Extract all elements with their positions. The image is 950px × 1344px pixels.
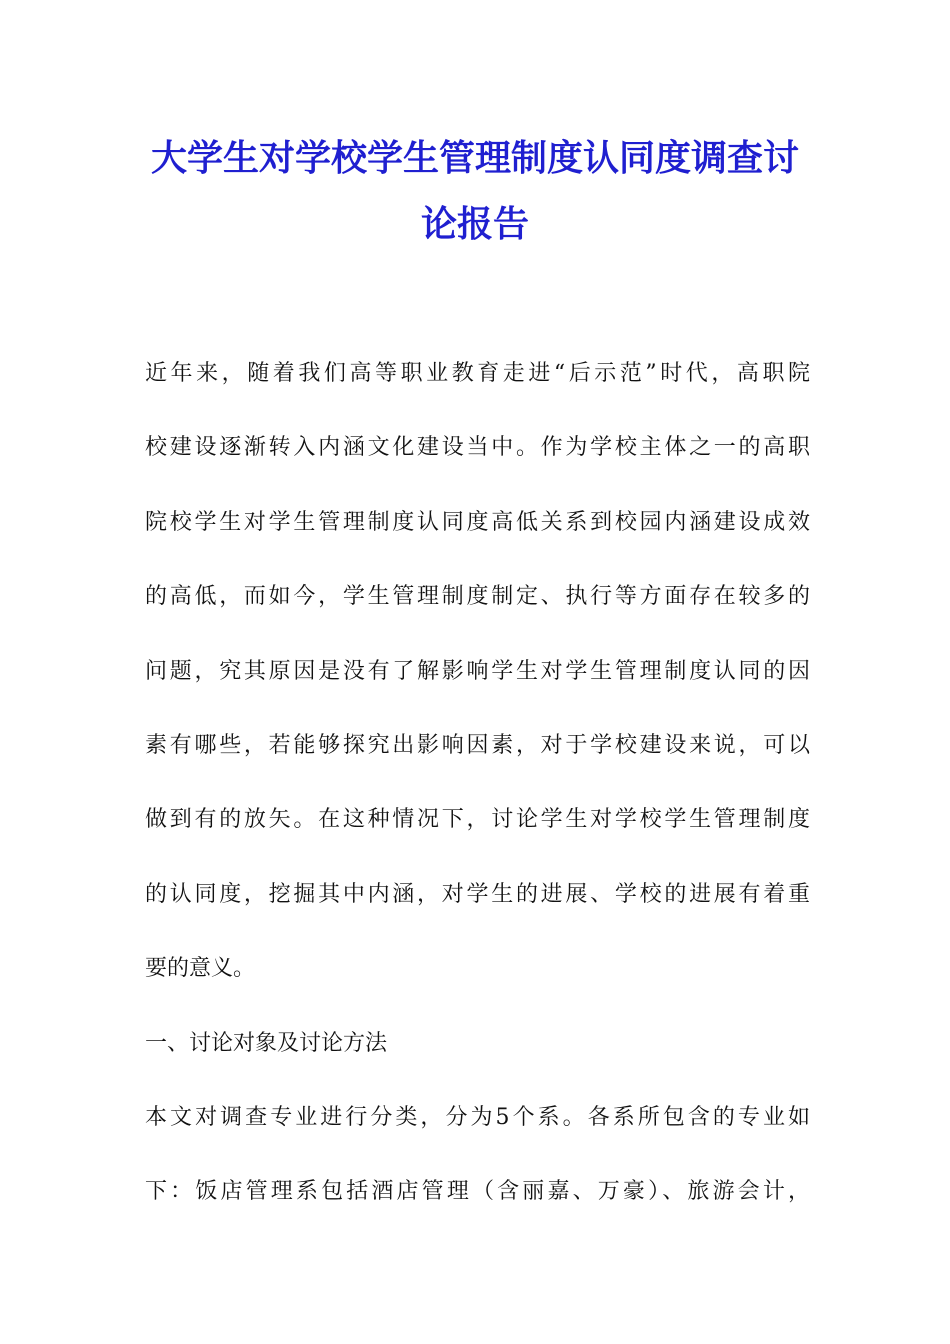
- body-line: 素有哪些，若能够探究出影响因素，对于学校建设来说，可以: [145, 732, 810, 758]
- body-line: 本文对调查专业进行分类，分为5个系。各系所包含的专业如: [145, 1104, 810, 1130]
- document-title: [140, 126, 810, 258]
- body-line: 问题，究其原因是没有了解影响学生对学生管理制度认同的因: [145, 658, 810, 684]
- body-line: 的高低，而如今，学生管理制度制定、执行等方面存在较多的: [145, 584, 810, 610]
- document-body: [145, 337, 810, 1230]
- body-line: 要的意义。: [145, 956, 256, 982]
- title-line-2: 论报告: [420, 204, 529, 245]
- body-line: 下：饭店管理系包括酒店管理（含丽嘉、万豪）、旅游会计，: [145, 1179, 810, 1205]
- body-line: 近年来，随着我们高等职业教育走进“后示范”时代，高职院: [145, 361, 810, 386]
- body-line: 校建设逐渐转入内涵文化建设当中。作为学校主体之一的高职: [145, 435, 810, 461]
- body-line: 院校学生对学生管理制度认同度高低关系到校园内涵建设成效: [145, 509, 810, 535]
- body-line: 做到有的放矢。在这种情况下，讨论学生对学校学生管理制度: [145, 807, 810, 833]
- body-line: 的认同度，挖掘其中内涵，对学生的进展、学校的进展有着重: [145, 881, 810, 907]
- section-heading: 一、讨论对象及讨论方法: [145, 1030, 388, 1056]
- title-line-1: 大学生对学校学生管理制度认同度调查讨: [150, 138, 799, 179]
